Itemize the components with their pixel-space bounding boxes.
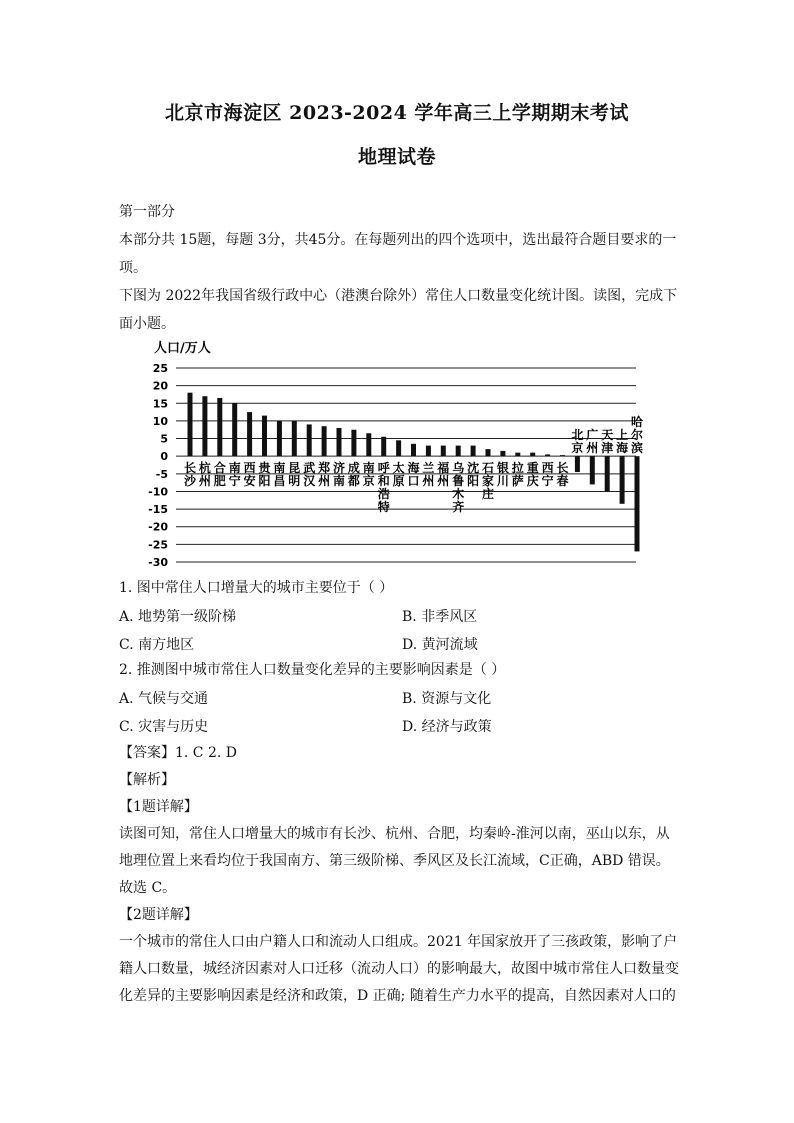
q1-detail-line-2: 地理位置上来看均位于我国南方、第三级阶梯、季风区及长江流域，C正确，ABD 错误。	[119, 853, 670, 869]
q1-detail-label: 【1题详解】	[119, 799, 198, 815]
category-label: 广州	[586, 428, 599, 456]
bar	[247, 412, 252, 456]
intro-line-2: 面小题。	[119, 316, 175, 332]
category-label: 兰州	[422, 461, 435, 489]
category-label: 石家庄	[481, 461, 495, 502]
bar	[292, 421, 297, 456]
y-tick-label: 15	[152, 397, 168, 411]
bar	[545, 454, 550, 456]
y-tick-label: 5	[160, 432, 168, 446]
bar	[620, 456, 625, 504]
category-label: 长春	[556, 461, 569, 489]
bar	[456, 446, 461, 457]
bar	[560, 455, 565, 456]
category-label: 郑州	[318, 461, 331, 489]
q2-option-a: A. 气候与交通	[119, 691, 209, 707]
y-tick-label: 20	[152, 379, 168, 393]
bar	[575, 456, 580, 472]
y-tick-label: -15	[148, 503, 168, 517]
bar	[262, 416, 267, 457]
intro-line-1: 下图为 2022年我国省级行政中心（港澳台除外）常住人口数量变化统计图。读图，完成下	[119, 288, 678, 304]
y-tick-label: 10	[152, 414, 168, 428]
category-label: 哈尔滨	[630, 415, 644, 456]
bar	[366, 433, 371, 456]
question-2-stem: 2. 推测图中城市常住人口数量变化差异的主要影响因素是（ ）	[119, 662, 506, 678]
bar	[486, 449, 491, 456]
y-tick-label: -30	[148, 556, 168, 569]
bar	[381, 437, 386, 456]
bar	[605, 456, 610, 491]
category-label: 沈阳	[467, 461, 480, 489]
bar	[590, 456, 595, 484]
y-tick-label: 25	[152, 362, 168, 375]
q2-detail-line-3: 化差异的主要影响因素是经济和政策，D 正确; 随着生产力水平的提高，自然因素对人口的	[119, 988, 676, 1004]
bar	[515, 453, 520, 457]
bar	[188, 393, 193, 456]
instructions-line-1: 本部分共 15题，每题 3分，共45分。在每题列出的四个选项中，选出最符合题目要求的一	[119, 232, 677, 248]
category-label: 西安	[243, 461, 256, 489]
bar	[337, 428, 342, 456]
bar	[351, 430, 356, 456]
category-label: 昆明	[288, 461, 301, 489]
category-label: 太原	[392, 461, 405, 489]
category-label: 合肥	[213, 461, 226, 489]
q1-detail-line-3: 故选 C。	[119, 880, 177, 896]
category-label: 武汉	[303, 461, 316, 489]
instructions-line-2: 项。	[119, 260, 147, 276]
category-label: 呼和浩特	[377, 461, 390, 515]
q1-option-a: A. 地势第一级阶梯	[119, 609, 237, 625]
bar	[232, 403, 237, 456]
category-label: 贵阳	[258, 461, 271, 489]
category-label: 北京	[571, 428, 584, 456]
y-tick-label: 0	[160, 450, 168, 464]
section-part: 第一部分	[119, 204, 175, 220]
y-tick-label: -5	[155, 467, 168, 481]
bar	[307, 424, 312, 456]
q1-option-b: B. 非季风区	[402, 609, 478, 625]
q2-option-d: D. 经济与政策	[402, 719, 492, 735]
category-label: 拉萨	[511, 461, 524, 489]
q1-option-d: D. 黄河流域	[402, 637, 478, 653]
q2-detail-line-2: 籍人口数量，城经济因素对人口迁移（流动人口）的影响最大，故图中城市常住人口数量变	[119, 961, 679, 977]
page-title: 北京市海淀区 2023-2024 学年高三上学期期末考试	[165, 102, 629, 124]
y-tick-label: -25	[148, 538, 168, 552]
bar	[426, 446, 431, 457]
bar	[441, 446, 446, 457]
q2-option-b: B. 资源与文化	[402, 691, 492, 707]
category-label: 乌鲁木齐	[452, 461, 465, 515]
category-label: 南昌	[273, 461, 286, 489]
bar	[217, 398, 222, 456]
page-subtitle: 地理试卷	[357, 146, 436, 168]
analysis-label: 【解析】	[119, 772, 175, 788]
q1-detail-line-1: 读图可知，常住人口增量大的城市有长沙、杭州、合肥，均秦岭-淮河以南，巫山以东，从	[119, 826, 670, 842]
bar	[277, 421, 282, 456]
bar	[635, 456, 640, 551]
category-label: 长沙	[183, 461, 197, 489]
chart-ylabel: 人口/万人	[154, 341, 211, 356]
bar	[202, 396, 207, 456]
population-change-chart	[140, 338, 650, 570]
bar	[471, 446, 476, 457]
category-label: 银川	[496, 461, 509, 489]
q1-option-c: C. 南方地区	[119, 637, 195, 653]
category-label: 济南	[332, 461, 346, 489]
q2-detail-line-1: 一个城市的常住人口由户籍人口和流动人口组成。2021 年国家放开了三孩政策，影响了户	[119, 934, 678, 950]
category-label: 南宁	[228, 461, 241, 489]
category-label: 西宁	[541, 461, 554, 489]
category-label: 天津	[601, 428, 614, 456]
bar	[411, 444, 416, 456]
bar	[530, 453, 535, 457]
bar	[396, 440, 401, 456]
category-label: 杭州	[198, 461, 211, 489]
q2-detail-label: 【2题详解】	[119, 907, 198, 923]
answer-line: 【答案】1. C 2. D	[119, 745, 238, 761]
question-1-stem: 1. 图中常住人口增量大的城市主要位于（ ）	[119, 580, 394, 596]
y-tick-label: -10	[148, 485, 168, 499]
category-label: 上海	[616, 428, 629, 456]
category-label: 海口	[407, 461, 420, 489]
y-tick-label: -20	[148, 520, 168, 534]
category-label: 成都	[347, 461, 360, 489]
category-label: 福州	[437, 461, 450, 489]
bar	[322, 426, 327, 456]
category-label: 重庆	[526, 461, 539, 489]
bar	[500, 451, 505, 456]
category-label: 南京	[362, 461, 375, 489]
q2-option-c: C. 灾害与历史	[119, 719, 209, 735]
